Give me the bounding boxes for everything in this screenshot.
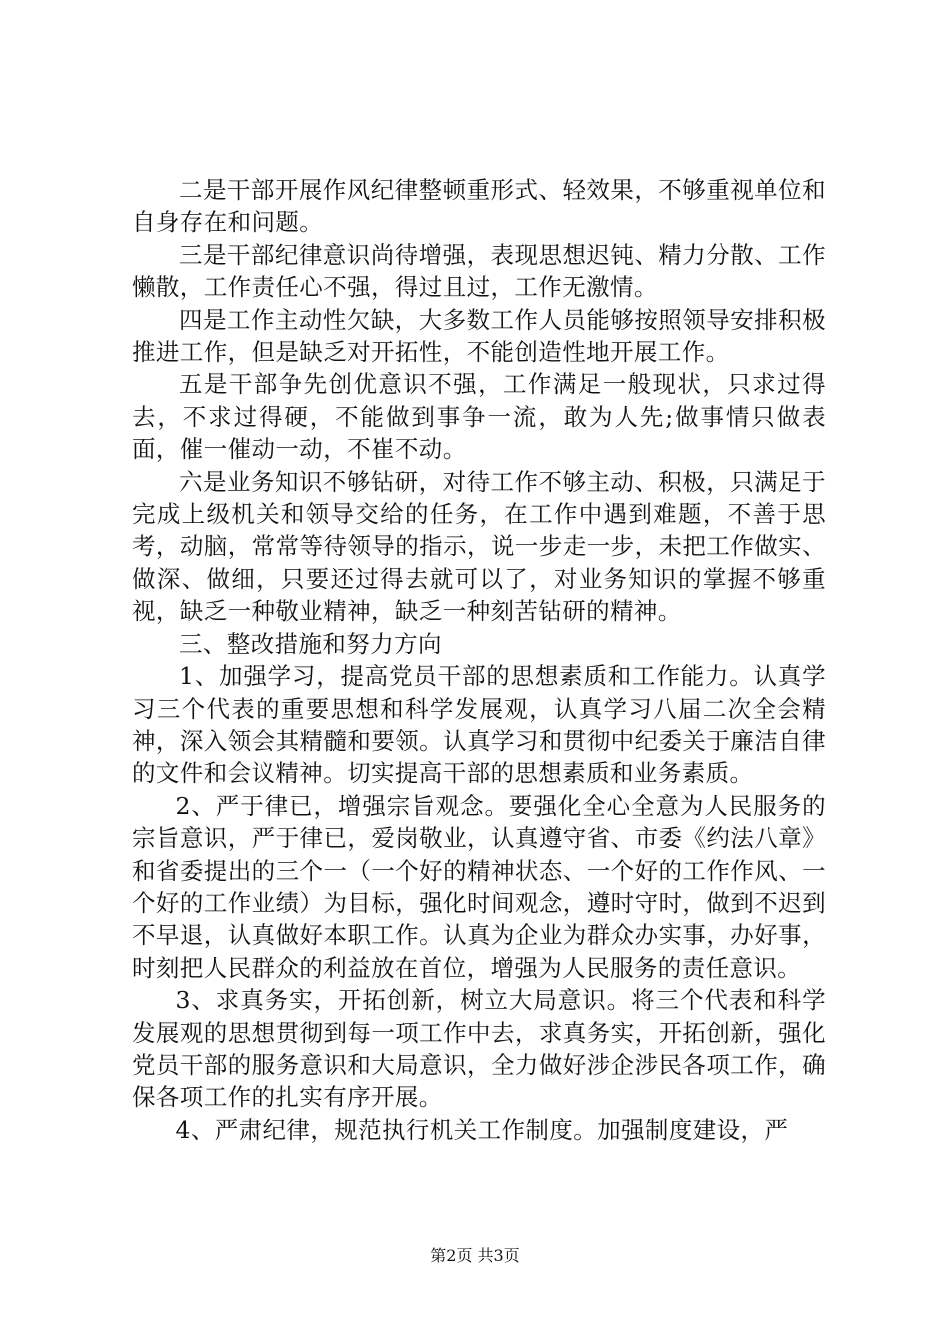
paragraph: 1、加强学习，提高党员干部的思想素质和工作能力。认真学习三个代表的重要思想和科学发展观，认真学习八届二次全会精神，深入领会其精髓和要领。认真学习和贯彻中纪委关于廉洁自律的文件和会议精神。切实提高干部的思想素质和业务素质。 [132, 662, 826, 788]
document-body [132, 174, 826, 1146]
paragraph: 4、严肃纪律，规范执行机关工作制度。加强制度建设，严 [175, 1115, 789, 1144]
paragraph: 六是业务知识不够钻研，对待工作不够主动、积极，只满足于完成上级机关和领导交给的任务，在工作中遇到难题，不善于思考，动脑，常常等待领导的指示，说一步走一步，未把工作做实、做深、做细，只要还过得去就可以了，对业务知识的掌握不够重视，缺乏一种敬业精神，缺乏一种刻苦钻研的精神。 [132, 467, 826, 626]
paragraph: 五是干部争先创优意识不强，工作满足一般现状，只求过得去，不求过得硬，不能做到事争一流，敢为人先;做事情只做表面，催一催动一动，不崔不动。 [132, 370, 826, 464]
paragraph: 二是干部开展作风纪律整顿重形式、轻效果，不够重视单位和自身存在和问题。 [132, 176, 826, 237]
paragraph: 三是干部纪律意识尚待增强，表现思想迟钝、精力分散、工作懒散，工作责任心不强，得过且过，工作无激情。 [132, 240, 826, 302]
paragraph: 2、严于律已，增强宗旨观念。要强化全心全意为人民服务的宗旨意识，严于律已，爱岗敬业，认真遵守省、市委《约法八章》和省委提出的三个一（一个好的精神状态、一个好的工作作风、一个好的工作业绩）为目标，强化时间观念，遵时守时，做到不迟到不早退，认真做好本职工作。认真为企业为群众办实事，办好事，时刻把人民群众的利益放在首位，增强为人民服务的责任意识。 [132, 791, 826, 982]
paragraph: 3、求真务实，开拓创新，树立大局意识。将三个代表和科学发展观的思想贯彻到每一项工作中去，求真务实，开拓创新，强化党员干部的服务意识和大局意识，全力做好涉企涉民各项工作，确保各项工作的扎实有序开展。 [132, 986, 826, 1112]
page-number-footer: 第2页 共3页 [430, 1246, 520, 1265]
section-heading: 三、整改措施和努力方向 [179, 629, 442, 658]
paragraph: 四是工作主动性欠缺，大多数工作人员能够按照领导安排积极推进工作，但是缺乏对开拓性，不能创造性地开展工作。 [132, 305, 826, 367]
